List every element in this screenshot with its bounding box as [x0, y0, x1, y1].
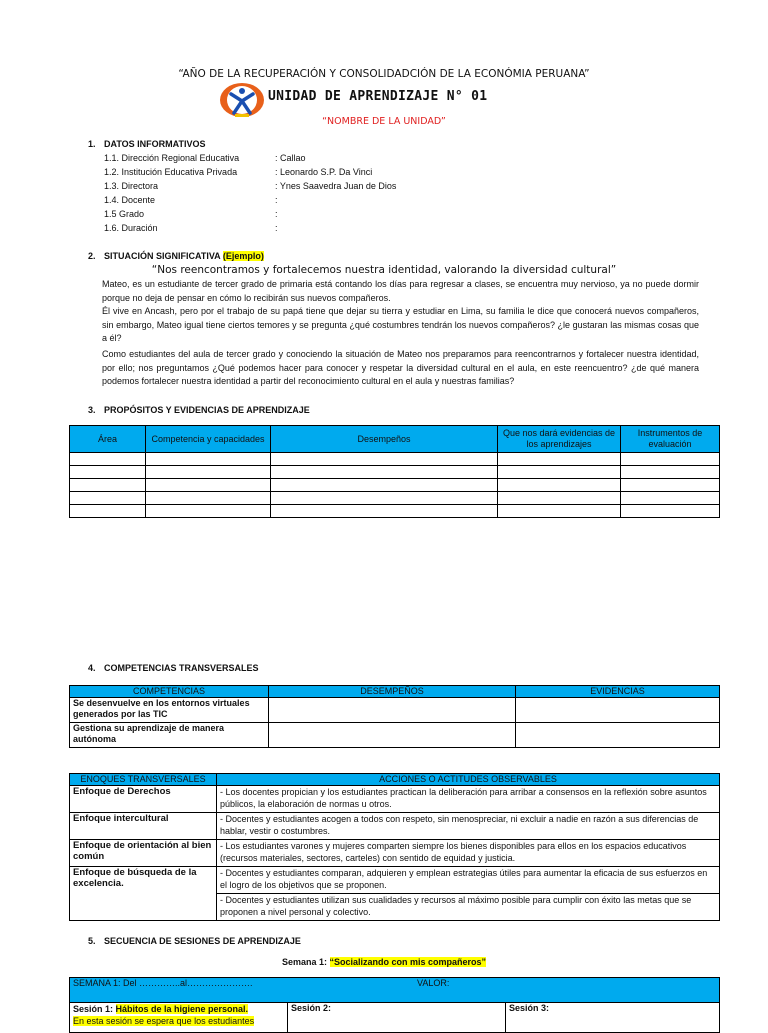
dato-value: : Ynes Saavedra Juan de Dios: [275, 181, 397, 191]
table-row: [70, 723, 720, 748]
week-title: “Socializando con mis compañeros”: [329, 957, 487, 967]
situacion-paragraph: Mateo, es un estudiante de tercer grado de primaria está contando los días para regresar a clases, se encuentra muy nervioso, ya no puede dormir porque no deja de pensar en cómo lo recibirán sus nuevos compañeros.: [102, 279, 699, 303]
enfoque-name: Enfoque de Derechos: [70, 786, 217, 813]
dato-value: :: [275, 195, 278, 205]
session-3: Sesión 3:: [506, 1003, 720, 1033]
dato-label: 1.4. Docente: [104, 195, 156, 205]
enfoque-action: - Los docentes propician y los estudiantes practican la deliberación para arribar a consensos en la reflexión sobre asuntos públicos, la elaboración de normas u otros.: [217, 786, 720, 813]
section-secuencia-title: 5. SECUENCIA DE SESIONES DE APRENDIZAJE: [88, 936, 301, 946]
situacion-paragraph: Él vive en Ancash, pero por el trabajo de su papá tiene que dejar su tierra y estudiar en Lima, su familia le dice que conocerá nuevos compañeros, sin embargo, Mateo igual tiene ciertos temores y se pregunta ¿qué costumbres tendrán los nuevos compañeros? ¿le gustaran las mismas cosas que a él?: [102, 306, 699, 343]
dato-label: 1.6. Duración: [104, 223, 158, 233]
table-row: [70, 867, 720, 894]
table-row: [70, 505, 720, 518]
table-row: [70, 453, 720, 466]
enfoque-name: Enfoque de búsqueda de la excelencia.: [70, 867, 217, 921]
document-motto: “AÑO DE LA RECUPERACIÓN Y CONSOLIDADCIÓN DE LA ECONÓMIA PERUANA”: [178, 68, 590, 80]
col-evidencias: EVIDENCIAS: [516, 686, 720, 698]
unit-title: UNIDAD DE APRENDIZAJE N° 01: [268, 89, 488, 104]
table-row: [70, 813, 720, 840]
sesiones-table: [69, 977, 720, 1033]
dato-label: 1.1. Dirección Regional Educativa: [104, 153, 240, 163]
unit-name: “NOMBRE DE LA UNIDAD”: [322, 116, 446, 127]
dato-value: : Leonardo S.P. Da Vinci: [275, 167, 373, 177]
session-1-text: En esta sesión se espera que los estudiantes: [73, 1016, 255, 1026]
competencia-name: Se desenvuelve en los entornos virtuales generados por las TIC: [70, 698, 269, 723]
school-crest-icon: [219, 82, 265, 118]
week-row: SEMANA 1: Del …………..al…………………. VALOR:: [70, 978, 720, 1003]
section-situacion-title: 2. SITUACIÓN SIGNIFICATIVA (Ejemplo): [88, 251, 264, 261]
section-propositos-title: 3. PROPÓSITOS Y EVIDENCIAS DE APRENDIZAJE: [88, 405, 310, 415]
dato-label: 1.3. Directora: [104, 181, 159, 191]
enfoque-action: - Docentes y estudiantes utilizan sus cualidades y recursos al máximo posible para cumplir con éxito las metas que se proponen a nivel personal y colectivo.: [217, 894, 720, 921]
col-area: Área: [70, 426, 146, 453]
enfoque-name: Enfoque intercultural: [70, 813, 217, 840]
table-row: [70, 1003, 720, 1033]
propositos-table: [69, 425, 720, 518]
table-row: [70, 479, 720, 492]
session-2: Sesión 2:: [288, 1003, 506, 1033]
dato-value: :: [275, 223, 278, 233]
example-tag: (Ejemplo): [222, 251, 264, 261]
dato-label: 1.2. Institución Educativa Privada: [104, 167, 238, 177]
enfoque-name: Enfoque de orientación al bien común: [70, 840, 217, 867]
table-row: [70, 698, 720, 723]
week-heading: Semana 1: “Socializando con mis compañeros”: [281, 957, 487, 967]
table-row: [70, 840, 720, 867]
section-datos-title: 1. DATOS INFORMATIVOS: [88, 139, 206, 149]
table-row: [70, 466, 720, 479]
col-competencia: Competencia y capacidades: [146, 426, 271, 453]
col-enfoques: ENOQUES TRANSVERSALES: [70, 774, 217, 786]
dato-value: : Callao: [275, 153, 306, 163]
competencia-name: Gestiona su aprendizaje de manera autónoma: [70, 723, 269, 748]
enfoque-action: - Docentes y estudiantes acogen a todos con respeto, sin menospreciar, ni excluir a nadie en razón a sus diferencias de hablar, vestir o costumbres.: [217, 813, 720, 840]
col-desempenos: Desempeños: [271, 426, 498, 453]
col-acciones: ACCIONES O ACTITUDES OBSERVABLES: [217, 774, 720, 786]
col-instrumentos: Instrumentos de evaluación: [621, 426, 720, 453]
situacion-paragraph: Como estudiantes del aula de tercer grado y conociendo la situación de Mateo nos preparamos para reencontrarnos y fortalecer nuestra identidad, por ello; nos preguntamos ¿Qué podemos hacer para conocer y respetar la diversidad cultural en el aula, en este reencuentro? ¿de qué manera podemos fortalecer nuestra identidad a partir del reconocimiento cultural en el aula y nuestras familias?: [102, 349, 699, 386]
col-desempenos: DESEMPEÑOS: [269, 686, 516, 698]
competencias-table: [69, 685, 720, 748]
dato-label: 1.5 Grado: [104, 209, 145, 219]
enfoque-action: - Los estudiantes varones y mujeres comparten siempre los bienes disponibles para ellos en los espacios educativos (recursos materiales, sectores, carteles) con sentido de equidad y justicia.: [217, 840, 720, 867]
session-1: Sesión 1: Hábitos de la higiene personal. En esta sesión se espera que los estudiantes: [70, 1003, 288, 1033]
enfoques-table: [69, 773, 720, 921]
situacion-quote: “Nos reencontramos y fortalecemos nuestra identidad, valorando la diversidad cultural”: [151, 264, 617, 276]
table-row: [70, 492, 720, 505]
table-row: [70, 786, 720, 813]
session-1-title: Hábitos de la higiene personal.: [115, 1004, 249, 1014]
valor-label: VALOR:: [417, 978, 450, 988]
col-competencias: COMPETENCIAS: [70, 686, 269, 698]
col-evidencias: Que nos dará evidencias de los aprendizajes: [498, 426, 621, 453]
enfoque-action: - Docentes y estudiantes comparan, adquieren y emplean estrategias útiles para aumentar la eficacia de sus esfuerzos en el logro de los objetivos que se proponen.: [217, 867, 720, 894]
dato-value: :: [275, 209, 278, 219]
section-competencias-title: 4. COMPETENCIAS TRANSVERSALES: [88, 663, 259, 673]
